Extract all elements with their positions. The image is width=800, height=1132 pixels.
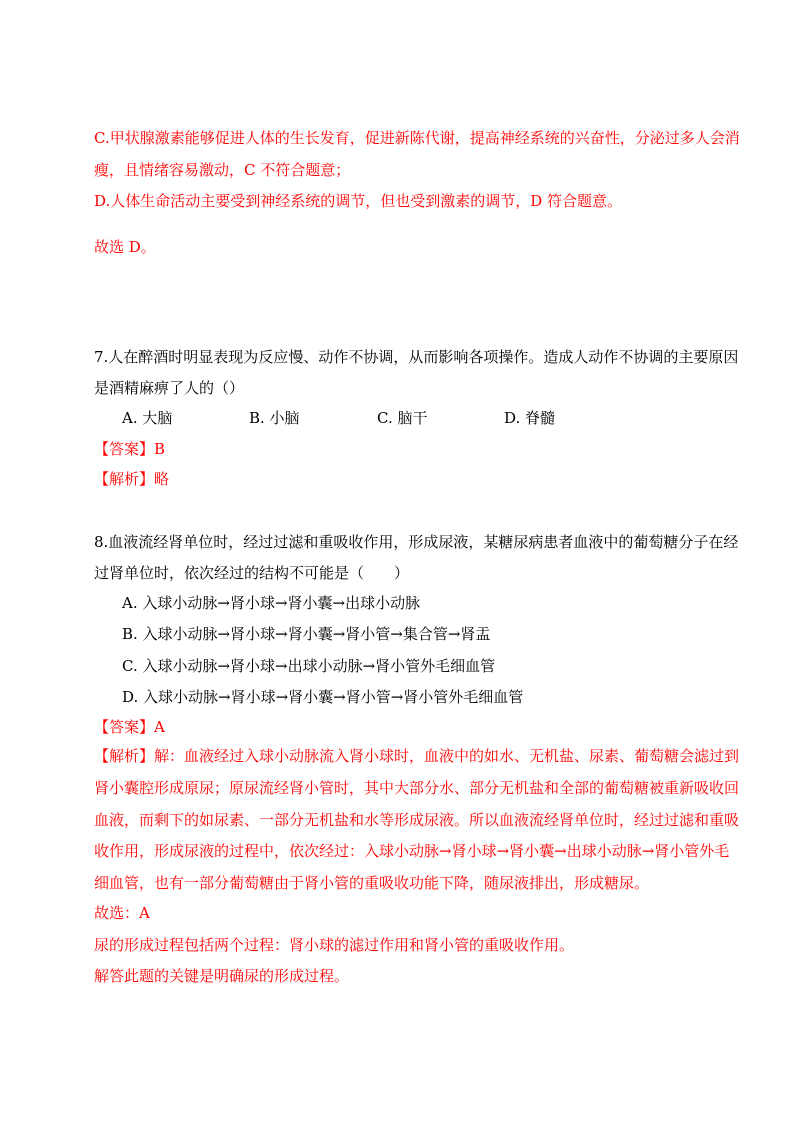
q8-analysis-line4: 收作用，形成尿液的过程中，依次经过：入球小动脉→肾小球→肾小囊→出球小动脉→肾小管外毛 <box>94 842 730 860</box>
q7-option-a: A. 大脑 <box>122 409 173 427</box>
q8-analysis-text: 解：血液经过入球小动脉流入肾小球时，血液中的如水、无机盐、尿素、葡萄糖会滤过到 <box>154 747 740 765</box>
q8-conclusion: 故选：A <box>94 904 150 922</box>
q7-answer-label: 【答案】 <box>94 440 155 458</box>
q8-option-b: B. 入球小动脉→肾小球→肾小囊→肾小管→集合管→肾盂 <box>122 625 491 643</box>
q7-stem-line2: 是酒精麻痹了人的（） <box>94 379 245 397</box>
q8-answer-label: 【答案】 <box>94 718 155 736</box>
q8-stem-line2: 过肾单位时，依次经过的结构不可能是（ ） <box>94 564 410 582</box>
q7-analysis <box>94 468 169 490</box>
q7-analysis-value: 略 <box>154 470 170 488</box>
q6-option-c-explanation-line2: 瘦，且情绪容易激动，C 不符合题意； <box>94 161 351 179</box>
q8-option-a: A. 入球小动脉→肾小球→肾小囊→出球小动脉 <box>122 594 421 612</box>
q7-option-b: B. 小脑 <box>249 409 300 427</box>
q7-answer-value: B <box>154 440 166 458</box>
q8-key-point: 解答此题的关键是明确尿的形成过程。 <box>94 967 350 985</box>
q8-analysis-line2: 肾小囊腔形成原尿；原尿流经肾小管时，其中大部分水、部分无机盐和全部的葡萄糖被重新吸收回 <box>94 779 740 797</box>
q8-analysis-line5: 细血管，也有一部分葡萄糖由于肾小管的重吸收功能下降，随尿液排出，形成糖尿。 <box>94 874 650 892</box>
q8-analysis-line3: 血液，而剩下的如尿素、一部分无机盐和水等形成尿液。所以血液流经肾单位时，经过过滤和重吸 <box>94 811 740 829</box>
q6-conclusion: 故选 D。 <box>94 238 156 256</box>
q7-analysis-label: 【解析】 <box>94 470 155 488</box>
q6-option-d-explanation: D.人体生命活动主要受到神经系统的调节，但也受到激素的调节，D 符合题意。 <box>94 192 623 210</box>
q8-answer <box>94 716 165 738</box>
q7-option-c: C. 脑干 <box>377 409 428 427</box>
q8-analysis-line1 <box>94 745 739 767</box>
q7-stem-line1: 7.人在醉酒时明显表现为反应慢、动作不协调，从而影响各项操作。造成人动作不协调的主要原因 <box>94 348 739 366</box>
q8-analysis-label: 【解析】 <box>94 747 155 765</box>
q8-option-d: D. 入球小动脉→肾小球→肾小囊→肾小管→肾小管外毛细血管 <box>122 688 524 706</box>
q8-answer-value: A <box>154 718 165 736</box>
q7-answer <box>94 438 165 460</box>
q6-option-c-explanation-line1: C.甲状腺激素能够促进人体的生长发育，促进新陈代谢，提高神经系统的兴奋性，分泌过多人会消 <box>94 129 740 147</box>
q8-stem-line1: 8.血液流经肾单位时，经过过滤和重吸收作用，形成尿液，某糖尿病患者血液中的葡萄糖分子在经 <box>94 533 739 551</box>
q8-summary: 尿的形成过程包括两个过程：肾小球的滤过作用和肾小管的重吸收作用。 <box>94 936 575 954</box>
q7-option-d: D. 脊髓 <box>504 409 556 427</box>
q8-option-c: C. 入球小动脉→肾小球→出球小动脉→肾小管外毛细血管 <box>122 657 496 675</box>
